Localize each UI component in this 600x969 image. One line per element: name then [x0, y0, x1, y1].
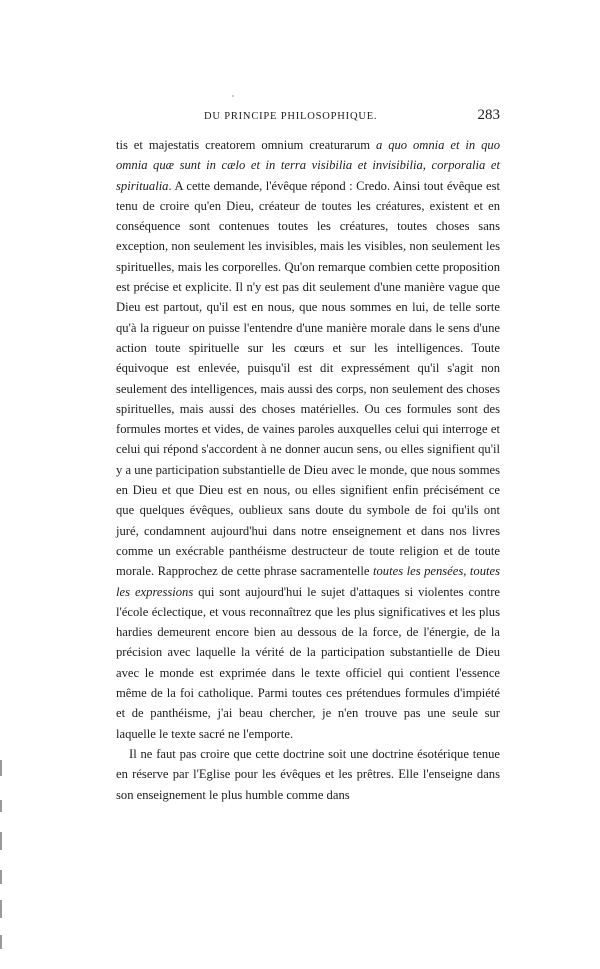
- running-title: DU PRINCIPE PHILOSOPHIQUE.: [204, 111, 378, 122]
- latin-quote: a quo omnia et in quo omnia quæ sunt in cælo et in terra visibilia et invisibilia, corporalia et spiritualia: [116, 138, 500, 193]
- print-speck: [232, 95, 234, 97]
- page-number: 283: [477, 107, 500, 123]
- margin-mark: [0, 832, 2, 850]
- margin-mark: [0, 800, 2, 812]
- text-run: qui sont aujourd'hui le sujet d'attaques si violentes contre l'école éclectique, et vous reconnaîtrez que les plus significatives et les plus hardies demeurent encore bien au dessous de la force, de l'énergie, de la précision avec laquelle la vérité de la participation substantielle de Dieu avec le monde est exprimée dans le texte officiel qui contient l'essence même de la foi catholique. Parmi toutes ces prétendues formules d'impiété et de panthéisme, j'ai beau chercher, je n'en trouve pas une seule sur laquelle le texte sacré ne l'emporte.: [116, 584, 500, 741]
- paragraph-2: Il ne faut pas croire que cette doctrine soit une doctrine ésotérique tenue en réserve par l'Eglise pour les évêques et les prêtres. Elle l'enseigne dans son enseignement le plus humble comme dans: [116, 746, 500, 802]
- margin-mark: [0, 760, 2, 776]
- text-run: . A cette demande, l'évêque répond : Credo. Ainsi tout évêque est tenu de croire qu'en Dieu, créateur de toutes les créatures, existent et en conséquence sont contenues toutes les créatures, toutes choses sans exception, non seulement les invisibles, mais les visibles, non seulement les spirituelles, mais les corporelles. Qu'on remarque combien cette proposition est précise et explicite. Il n'y est pas dit seulement d'une manière vague que Dieu est partout, qu'il est en nous, que nous sommes en lui, de telle sorte qu'à la rigueur on puisse l'entendre d'une manière morale dans le sens d'une action toute spirituelle sur les cœurs et sur les intelligences. Toute équivoque est enlevée, puisqu'il est dit expressément qu'il s'agit non seulement des intelligences, mais aussi des corps, non seulement des choses spirituelles, mais aussi des choses matérielles. Ou ces formules sont des formules mortes et vides, de vaines paroles auxquelles celui qui interroge et celui qui répond s'accordent à ne donner aucun sens, ou elles signifient qu'il y a une participation substantielle de Dieu avec le monde, que nous sommes en Dieu et que Dieu est en nous, ou elles signifient enfin précisément ce que quelques évêques, oublieux sans doute du symbole de foi qu'ils ont juré, condamnent aujourd'hui dans notre enseignement et dans nos livres comme un exécrable panthéisme destructeur de toute religion et de toute morale. Rapprochez de cette phrase sacramentelle: [116, 178, 500, 579]
- page-header: [116, 107, 500, 129]
- body-text: [116, 135, 500, 805]
- paragraph-1: [116, 135, 500, 744]
- margin-mark: [0, 870, 2, 884]
- margin-mark: [0, 900, 2, 918]
- italic-phrase: toutes les pensées, toutes les expressions: [116, 564, 500, 599]
- scan-margin-marks: [0, 740, 2, 969]
- text-run: tis et majestatis creatorem omnium creaturarum: [116, 138, 376, 152]
- margin-mark: [0, 935, 2, 949]
